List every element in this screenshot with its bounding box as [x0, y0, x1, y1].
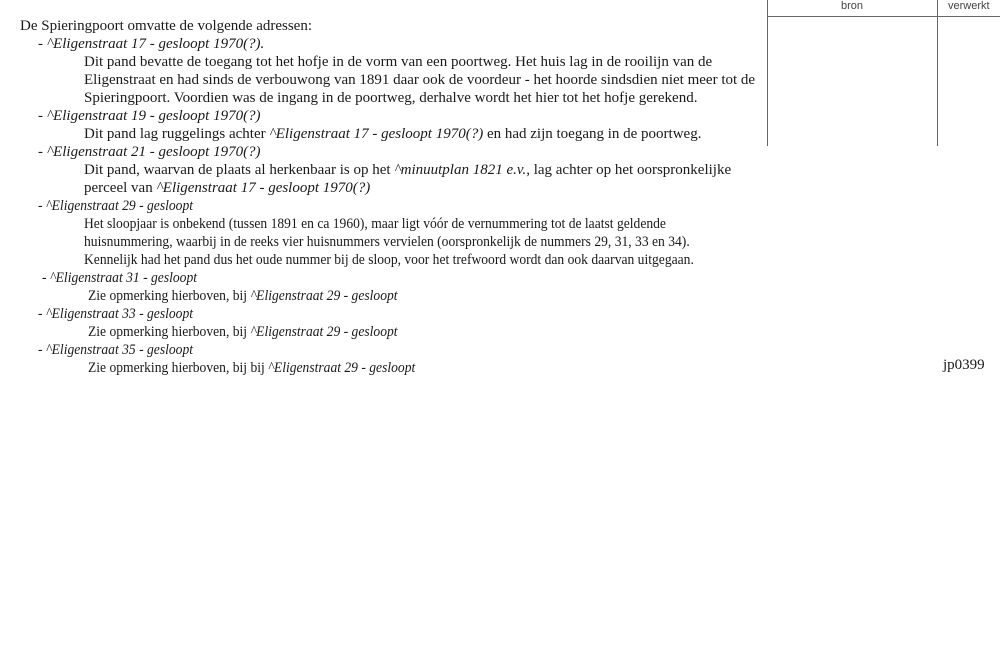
paragraph-line	[88, 323, 398, 341]
column-header-bron: bron	[841, 0, 864, 12]
cross-reference: ^Eligenstraat 29 - gesloopt	[268, 360, 416, 376]
text: Dit pand lag ruggelings achter	[84, 126, 270, 142]
address-heading: - ^Eligenstraat 31 - gesloopt	[42, 270, 198, 286]
paragraph-line	[84, 161, 731, 179]
paragraph-line: Spieringpoort. Voordien was de ingang in de poortweg, derhalve wordt het hier tot het hofje gerekend.	[84, 90, 698, 106]
table-border	[767, 16, 1000, 17]
text: Dit pand, waarvan de plaats al herkenbaar is op het	[84, 162, 395, 178]
paragraph-line: huisnummering, waarbij in de reeks vier huisnummers vervielen (oorspronkelijk de nummers 29, 31, 33 en 34).	[84, 234, 690, 250]
address-heading: - ^Eligenstraat 33 - gesloopt	[38, 306, 194, 322]
document-code: jp0399	[943, 357, 985, 373]
text: Zie opmerking hierboven, bij bij	[88, 360, 269, 376]
text: , lag achter op het oorspronkelijke	[526, 162, 732, 178]
cross-reference: ^Eligenstraat 29 - gesloopt	[250, 324, 398, 340]
paragraph-line: Kennelijk had het pand dus het oude nummer bij de sloop, voor het trefwoord wordt dan ook daarvan uitgegaan.	[84, 252, 694, 268]
paragraph-line	[84, 179, 370, 197]
address-heading: - ^Eligenstraat 19 - gesloopt 1970(?)	[38, 108, 261, 124]
paragraph-line	[88, 359, 415, 377]
text: Zie opmerking hierboven, bij	[88, 288, 251, 304]
text: Zie opmerking hierboven, bij	[88, 324, 251, 340]
intro-text: De Spieringpoort omvatte de volgende adressen:	[20, 18, 313, 34]
paragraph-line: Het sloopjaar is onbekend (tussen 1891 en ca 1960), maar ligt vóór de vernummering tot de laatst geldende	[84, 216, 666, 232]
table-border	[767, 0, 768, 146]
cross-reference: ^Eligenstraat 17 - gesloopt 1970(?)	[269, 126, 484, 142]
cross-reference: ^Eligenstraat 17 - gesloopt 1970(?)	[156, 180, 371, 196]
column-header-verwerkt: verwerkt	[948, 0, 990, 12]
address-heading: - ^Eligenstraat 35 - gesloopt	[38, 342, 194, 358]
paragraph-line	[88, 287, 398, 305]
table-border	[937, 0, 938, 146]
cross-reference: ^Eligenstraat 29 - gesloopt	[250, 288, 398, 304]
text: en had zijn toegang in de poortweg.	[483, 126, 702, 142]
paragraph-line: Eligenstraat en had sinds de verbouwong van 1891 daar ook de voordeur - het hoorde sindsdien niet meer tot de	[84, 72, 756, 88]
address-heading: - ^Eligenstraat 17 - gesloopt 1970(?).	[38, 36, 265, 52]
cross-reference: ^minuutplan 1821 e.v.	[394, 162, 527, 178]
address-heading: - ^Eligenstraat 29 - gesloopt	[38, 198, 194, 214]
address-heading: - ^Eligenstraat 21 - gesloopt 1970(?)	[38, 144, 261, 160]
text: perceel van	[84, 180, 157, 196]
paragraph-line: Dit pand bevatte de toegang tot het hofje in de vorm van een poortweg. Het huis lag in de rooilijn van de	[84, 54, 713, 70]
paragraph-line	[84, 125, 701, 143]
